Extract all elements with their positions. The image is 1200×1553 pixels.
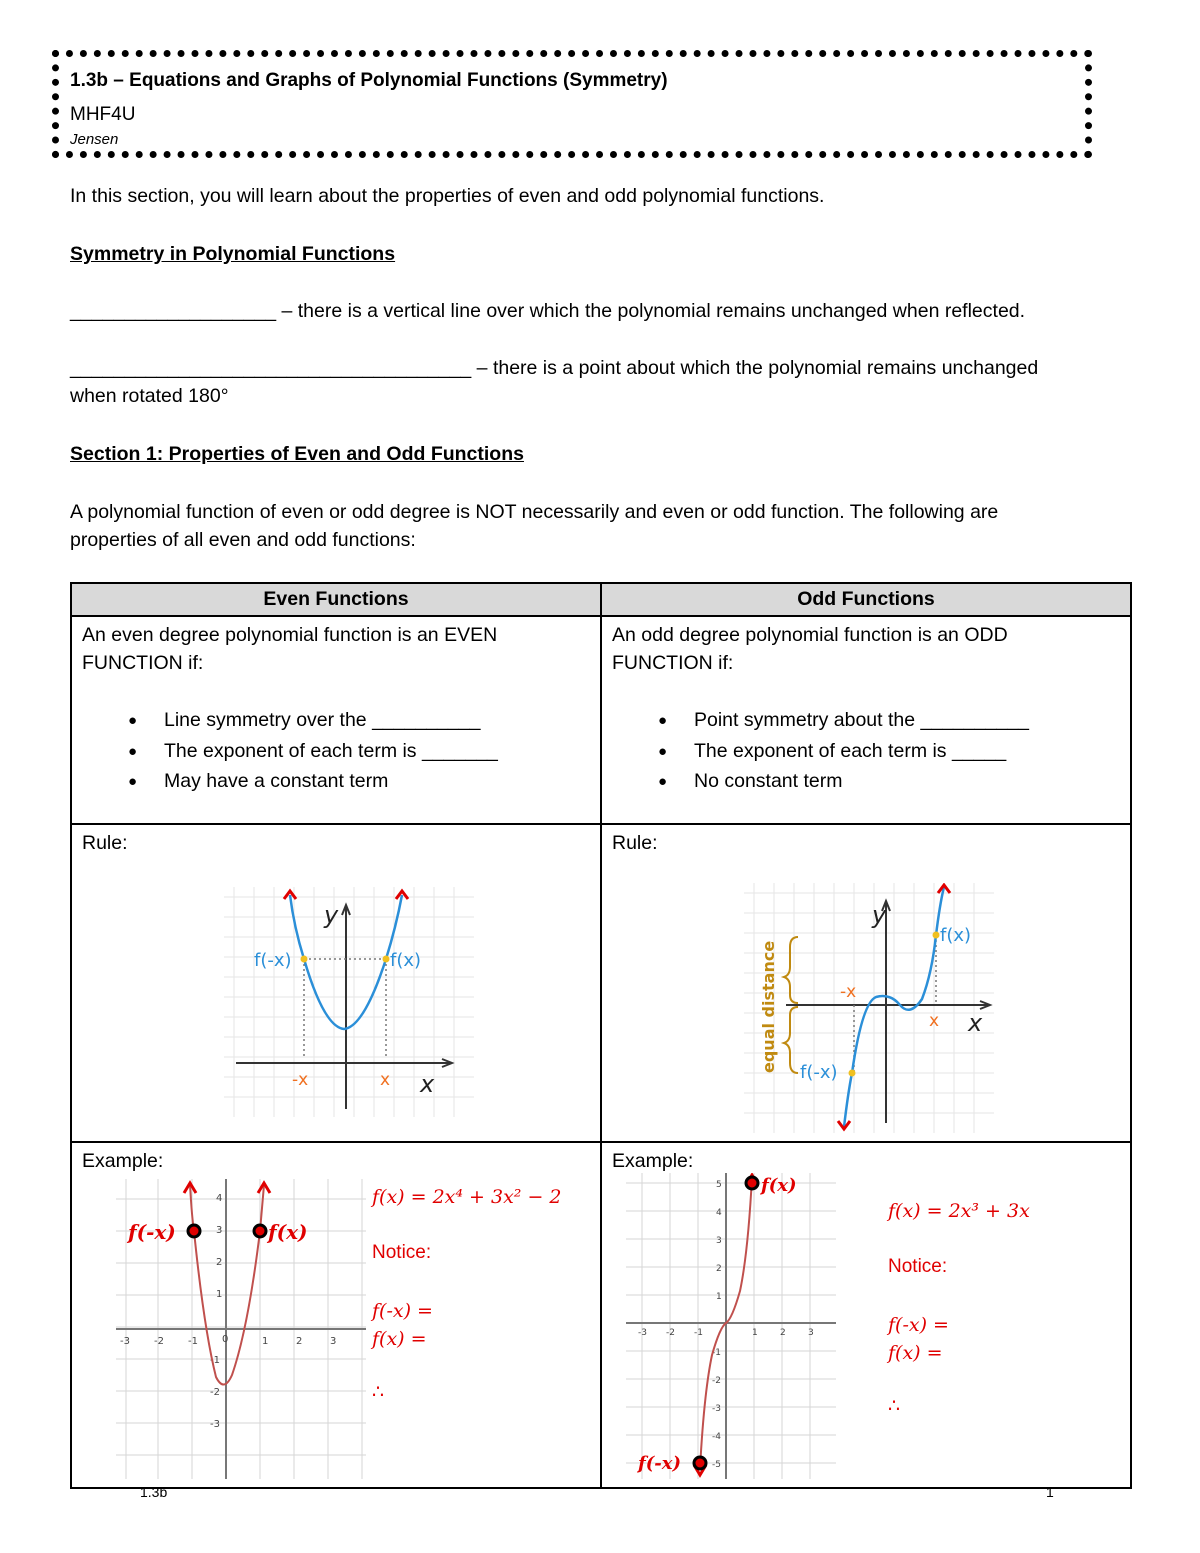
even-bullet: ● Line symmetry over the __________	[164, 705, 590, 736]
y-tick-label: 2	[716, 1264, 722, 1274]
x-tick-label: -1	[188, 1336, 198, 1347]
x-tick-label: -1	[694, 1328, 703, 1338]
even-eval-fx: f(x) =	[372, 1328, 427, 1350]
course-code: MHF4U	[70, 104, 136, 125]
y-tick-label: -4	[712, 1432, 721, 1442]
odd-rule-cell	[601, 824, 1131, 1142]
y-tick-label: -5	[712, 1460, 721, 1470]
y-tick-label: -3	[210, 1419, 220, 1430]
even-rule-label: Rule:	[82, 832, 128, 854]
x-tick-label: 1	[262, 1336, 269, 1347]
odd-example-point	[694, 1457, 706, 1469]
line-symmetry-text: – there is a vertical line over which the polynomial remains unchanged when reflected.	[276, 300, 1026, 322]
odd-example-point	[746, 1177, 758, 1189]
point-symmetry-text: – there is a point about which the polynomial remains unchanged	[471, 357, 1039, 379]
even-intro-line1: An even degree polynomial function is an EVEN	[82, 624, 498, 646]
x-tick-label: 3	[808, 1328, 814, 1338]
even-equation: f(x) = 2x⁴ + 3x² − 2	[372, 1186, 562, 1208]
y-tick-label: 3	[216, 1225, 223, 1236]
odd-axis-y-label: y	[872, 901, 887, 929]
odd-intro-line2: FUNCTION if:	[612, 652, 734, 674]
page-title: 1.3b – Equations and Graphs of Polynomial Functions (Symmetry)	[70, 70, 668, 91]
odd-equation: f(x) = 2x³ + 3x	[888, 1200, 1030, 1222]
odd-eval-fx: f(x) =	[888, 1342, 943, 1364]
even-therefore: ∴	[372, 1382, 385, 1403]
x-tick-label: 1	[752, 1328, 758, 1338]
odd-properties-cell	[601, 616, 1131, 824]
odd-rule-fx-label: f(x)	[940, 925, 972, 946]
x-tick-label: 2	[780, 1328, 786, 1338]
even-example-fx-label: f(x)	[268, 1220, 308, 1244]
even-rule-fx-label: f(x)	[390, 950, 422, 971]
x-tick-label: -3	[638, 1328, 647, 1338]
y-tick-label: 1	[216, 1289, 223, 1300]
even-rule-cell	[71, 824, 601, 1142]
even-axis-y-label: y	[324, 901, 339, 929]
even-rule-nx-label: -x	[292, 1070, 309, 1090]
x-tick-label: 3	[330, 1336, 337, 1347]
even-bullet: ● The exponent of each term is _______	[164, 736, 590, 767]
y-tick-label: -3	[712, 1404, 721, 1414]
odd-bullet: ● The exponent of each term is _____	[694, 736, 1120, 767]
odd-rule-graph	[744, 883, 994, 1133]
even-example-label: Example:	[82, 1150, 164, 1172]
odd-rule-x-label: x	[929, 1011, 940, 1031]
point-symmetry-continued: when rotated 180°	[70, 385, 229, 407]
odd-bullet-list	[612, 705, 1120, 797]
even-properties-cell	[71, 616, 601, 824]
intro-text: In this section, you will learn about the properties of even and odd polynomial functions.	[70, 185, 825, 207]
odd-example-label: Example:	[612, 1150, 694, 1172]
y-tick-label: 4	[716, 1208, 722, 1218]
properties-table	[70, 582, 1132, 1489]
even-axis-x-label: x	[420, 1070, 435, 1098]
x-tick-label: -2	[666, 1328, 675, 1338]
section1-para-line1: A polynomial function of even or odd degree is NOT necessarily and even or odd function. The following are	[70, 501, 999, 523]
even-eval-fnx: f(-x) =	[372, 1300, 433, 1322]
even-bullet: ● May have a constant term	[164, 766, 590, 797]
odd-rule-fnx-label: f(-x)	[800, 1062, 838, 1083]
line-symmetry-blank: ___________________	[70, 300, 277, 322]
equal-distance-label: equal distance	[759, 940, 778, 1073]
even-bullet-list	[82, 705, 590, 797]
header-box	[52, 50, 1092, 158]
x-tick-label: -3	[120, 1336, 130, 1347]
even-header: Even Functions	[71, 583, 601, 616]
even-example-cell	[71, 1142, 601, 1488]
author-name: Jensen	[70, 131, 119, 148]
page-number: 1	[1046, 1484, 1054, 1500]
odd-example-fx-label: f(x)	[761, 1175, 797, 1196]
section1-para-line2: properties of all even and odd functions:	[70, 529, 416, 551]
symmetry-heading: Symmetry in Polynomial Functions	[70, 243, 396, 265]
x-tick-label: -2	[154, 1336, 164, 1347]
y-tick-label: -2	[712, 1376, 721, 1386]
odd-eval-fnx: f(-x) =	[888, 1314, 949, 1336]
y-tick-label: -2	[210, 1387, 220, 1398]
y-tick-label: 2	[216, 1257, 223, 1268]
odd-intro-line1: An odd degree polynomial function is an ODD	[612, 624, 1008, 646]
odd-bullet: ● No constant term	[694, 766, 1120, 797]
even-notice: Notice:	[372, 1242, 432, 1263]
odd-rule-nx-label: -x	[840, 982, 857, 1002]
y-tick-label: 3	[716, 1236, 722, 1246]
y-tick-label: 4	[216, 1193, 223, 1204]
odd-header: Odd Functions	[601, 583, 1131, 616]
y-tick-label: 1	[716, 1292, 722, 1302]
even-rule-x-label: x	[380, 1070, 391, 1090]
even-example-fnx-label: f(-x)	[128, 1220, 176, 1244]
brace-icon	[784, 1007, 798, 1073]
point-symmetry-definition	[70, 354, 1038, 382]
x-tick-label: 2	[296, 1336, 303, 1347]
odd-notice: Notice:	[888, 1256, 948, 1277]
even-example-graph	[106, 1179, 366, 1479]
y-tick-label: -1	[712, 1348, 721, 1358]
odd-example-cell	[601, 1142, 1131, 1488]
y-tick-label: 5	[716, 1180, 722, 1190]
point-symmetry-blank: _____________________________________	[70, 357, 472, 379]
even-rule-graph	[224, 887, 474, 1117]
odd-example-graph	[616, 1173, 836, 1479]
even-example-point	[254, 1225, 266, 1237]
x-tick-label: 0	[222, 1334, 229, 1345]
line-symmetry-definition	[70, 297, 1025, 325]
odd-axis-x-label: x	[968, 1009, 983, 1037]
footer-section-label: 1.3b	[140, 1484, 168, 1500]
odd-example-fnx-label: f(-x)	[638, 1453, 681, 1474]
odd-therefore: ∴	[888, 1396, 901, 1417]
even-example-point	[188, 1225, 200, 1237]
even-intro-line2: FUNCTION if:	[82, 652, 204, 674]
even-rule-fnx-label: f(-x)	[254, 950, 292, 971]
odd-bullet: ● Point symmetry about the __________	[694, 705, 1120, 736]
y-tick-label: -1	[210, 1355, 220, 1366]
odd-rule-label: Rule:	[612, 832, 658, 854]
section1-heading: Section 1: Properties of Even and Odd Functions	[70, 443, 524, 465]
